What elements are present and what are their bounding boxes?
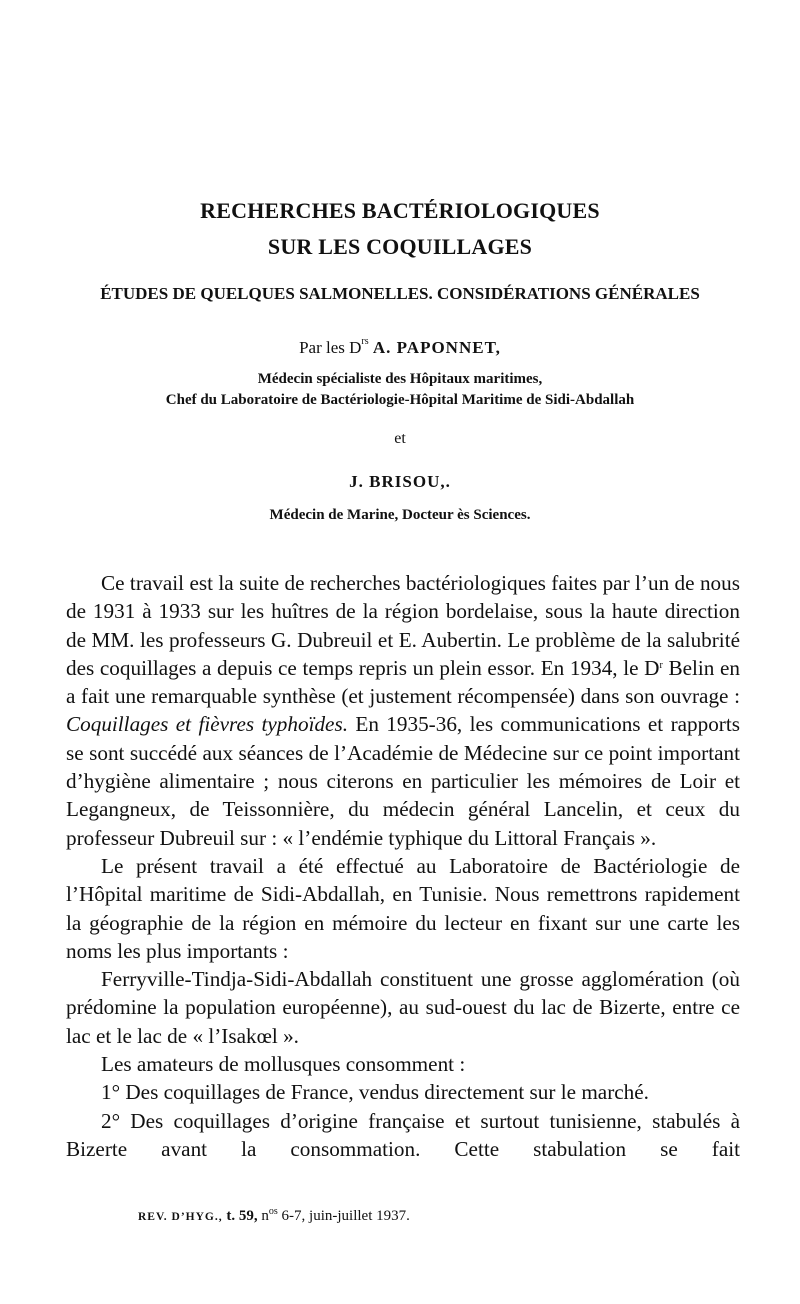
body-paragraph-4: Les amateurs de mollusques consomment : xyxy=(101,1052,466,1077)
footer-tome-label: t. xyxy=(226,1208,236,1224)
article-title-line-1: RECHERCHES BACTÉRIOLOGIQUES xyxy=(200,198,600,223)
author-2-affiliation: Médecin de Marine, Docteur ès Sciences. xyxy=(269,507,531,523)
body-paragraph-6: 2° Des coquillages d’origine française et surtout tunisienne, stabulés à Bizerte avant la consommation. Cette stabulation se fait xyxy=(66,1108,740,1161)
article-body xyxy=(66,569,740,1163)
body-paragraph-1-part-a: Ce travail est la suite de recherches bactériologiques faites par l’un de nous de 1931 à 1933 sur les huîtres de la région bordelaise, sous la haute direction de MM. les professeurs G. Dubreuil et E. Aubertin. Le problème de la salubrité des coquillages a depuis ce temps repris un plein essor. En 1934, le D xyxy=(66,571,740,680)
footer-num-prefix: n xyxy=(261,1208,269,1224)
footer-tome: 59, xyxy=(238,1208,258,1224)
author-by-prefix: Par les D xyxy=(299,338,362,357)
author-conjunction: et xyxy=(394,430,406,447)
page-footer-citation xyxy=(138,1208,410,1225)
author-1-affiliation-line-1: Médecin spécialiste des Hôpitaux maritimes, xyxy=(257,371,543,387)
author-1-name: A. PAPONNET, xyxy=(372,338,501,357)
article-subtitle: ÉTUDES DE QUELQUES SALMONELLES. CONSIDÉRATIONS GÉNÉRALES xyxy=(100,284,700,303)
body-paragraph-2: Le présent travail a été effectué au Laboratoire de Bactériologie de l’Hôpital maritime de Sidi-Abdallah, en Tunisie. Nous remettrons rapidement la géographie de la région en mémoire du lecteur en fixant sur une carte les noms les plus importants : xyxy=(66,853,740,963)
body-paragraph-1-italic-title: Coquillages et fièvres typhoïdes. xyxy=(66,712,349,737)
body-paragraph-5: 1° Des coquillages de France, vendus directement sur le marché. xyxy=(101,1080,649,1105)
author-2-name: J. BRISOU,. xyxy=(349,472,451,491)
body-paragraph-1 xyxy=(66,569,740,852)
author-by-sup: rs xyxy=(361,336,369,347)
footer-journal: REV. D’HYG., xyxy=(138,1211,223,1223)
author-line-2 xyxy=(60,472,740,492)
author-line-1 xyxy=(60,338,740,358)
body-paragraph-1-sup: r xyxy=(659,659,663,671)
footer-rest: 6-7, juin-juillet 1937. xyxy=(277,1208,410,1224)
author-1-affiliation-line-2: Chef du Laboratoire de Bactériologie-Hôpital Maritime de Sidi-Abdallah xyxy=(165,392,635,408)
footer-num-sup: os xyxy=(268,1206,278,1217)
body-paragraph-1-part-c: En 1935-36, les communications et rapports se sont succédé aux séances de l’Académie de Médecine sur ce point important d’hygiène alimentaire ; nous citerons en particulier les mémoires de Loir et Legangneux, de Teissonnière, du médecin général Lancelin, et ceux du professeur Dubreuil sur : « l’endémie typhique du Littoral Français ». xyxy=(66,712,740,850)
article-title-line-2: SUR LES COQUILLAGES xyxy=(267,234,533,259)
body-paragraph-3: Ferryville-Tindja-Sidi-Abdallah constituent une grosse agglomération (où prédomine la population européenne), au sud-ouest du lac de Bizerte, entre ce lac et le lac de « l’Isakœl ». xyxy=(66,967,740,1048)
body-paragraph-1-part-b: Belin en a fait une remarquable synthèse (et justement récompensée) dans son ouvrage : xyxy=(66,655,740,709)
